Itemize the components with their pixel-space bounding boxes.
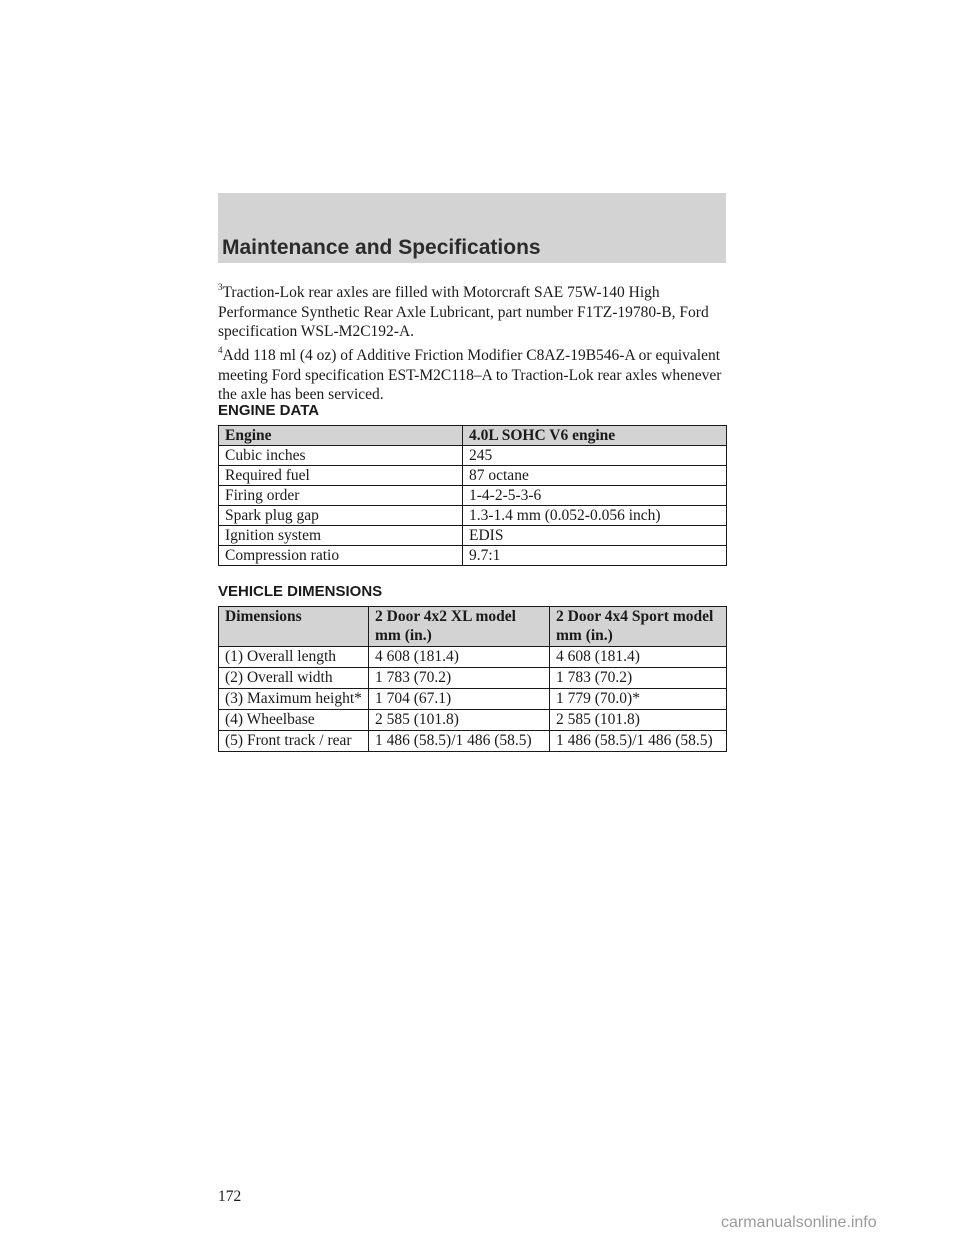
section-title: Maintenance and Specifications	[222, 236, 541, 259]
table-cell: (4) Wheelbase	[219, 710, 369, 731]
table-row	[219, 710, 727, 731]
table-cell: 87 octane	[463, 466, 727, 486]
footnote-text: Traction-Lok rear axles are filled with Motorcraft SAE 75W-140 High Performance Synthetic Rear Axle Lubricant, part number F1TZ-19780-B, Ford specification WSL-M2C192-A.	[218, 284, 709, 340]
table-row	[219, 546, 727, 566]
table-cell: 245	[463, 446, 727, 466]
column-header: 2 Door 4x4 Sport model mm (in.)	[550, 607, 727, 647]
page-number: 172	[218, 1188, 242, 1205]
table-row	[219, 647, 727, 668]
footnote-marker: 3	[218, 282, 223, 292]
table-row	[219, 506, 727, 526]
table-cell: 1 783 (70.2)	[369, 668, 550, 689]
table-cell: 1-4-2-5-3-6	[463, 486, 727, 506]
table-cell: 1 783 (70.2)	[550, 668, 727, 689]
table-cell: 1 779 (70.0)*	[550, 689, 727, 710]
vehicle-dimensions-table	[218, 606, 727, 752]
table-cell: 1 486 (58.5)/1 486 (58.5)	[550, 731, 727, 752]
table-cell: 4 608 (181.4)	[550, 647, 727, 668]
table-cell: Cubic inches	[219, 446, 463, 466]
table-row	[219, 466, 727, 486]
table-cell: 9.7:1	[463, 546, 727, 566]
table-cell: 2 585 (101.8)	[550, 710, 727, 731]
table-cell: 1 704 (67.1)	[369, 689, 550, 710]
table-cell: (1) Overall length	[219, 647, 369, 668]
engine-data-table	[218, 425, 727, 566]
table-cell: (2) Overall width	[219, 668, 369, 689]
table-cell: Spark plug gap	[219, 506, 463, 526]
table-row	[219, 689, 727, 710]
table-header-row	[219, 607, 727, 647]
table-cell: (5) Front track / rear	[219, 731, 369, 752]
table-row	[219, 731, 727, 752]
column-header: 2 Door 4x2 XL model mm (in.)	[369, 607, 550, 647]
column-header: Engine	[219, 426, 463, 446]
engine-data-heading: ENGINE DATA	[218, 402, 320, 419]
column-header: 4.0L SOHC V6 engine	[463, 426, 727, 446]
footnote-text: Add 118 ml (4 oz) of Additive Friction Modifier C8AZ-19B546-A or equivalent meeting Ford specification EST-M2C118–A to Traction-Lok rear axles whenever the axle has been serviced.	[218, 347, 722, 403]
footnote-3	[218, 283, 733, 342]
table-cell: Ignition system	[219, 526, 463, 546]
table-cell: 4 608 (181.4)	[369, 647, 550, 668]
footnote-marker: 4	[218, 345, 223, 355]
table-cell: 1.3-1.4 mm (0.052-0.056 inch)	[463, 506, 727, 526]
table-cell: Firing order	[219, 486, 463, 506]
watermark: carmanualsonline.info	[721, 1214, 877, 1231]
vehicle-dimensions-heading: VEHICLE DIMENSIONS	[218, 583, 383, 600]
table-row	[219, 486, 727, 506]
table-cell: EDIS	[463, 526, 727, 546]
table-cell: (3) Maximum height*	[219, 689, 369, 710]
table-header-row	[219, 426, 727, 446]
column-header: Dimensions	[219, 607, 369, 647]
table-cell: Compression ratio	[219, 546, 463, 566]
table-row	[219, 446, 727, 466]
table-row	[219, 668, 727, 689]
table-row	[219, 526, 727, 546]
table-cell: 1 486 (58.5)/1 486 (58.5)	[369, 731, 550, 752]
table-cell: 2 585 (101.8)	[369, 710, 550, 731]
footnote-4	[218, 346, 733, 405]
table-cell: Required fuel	[219, 466, 463, 486]
